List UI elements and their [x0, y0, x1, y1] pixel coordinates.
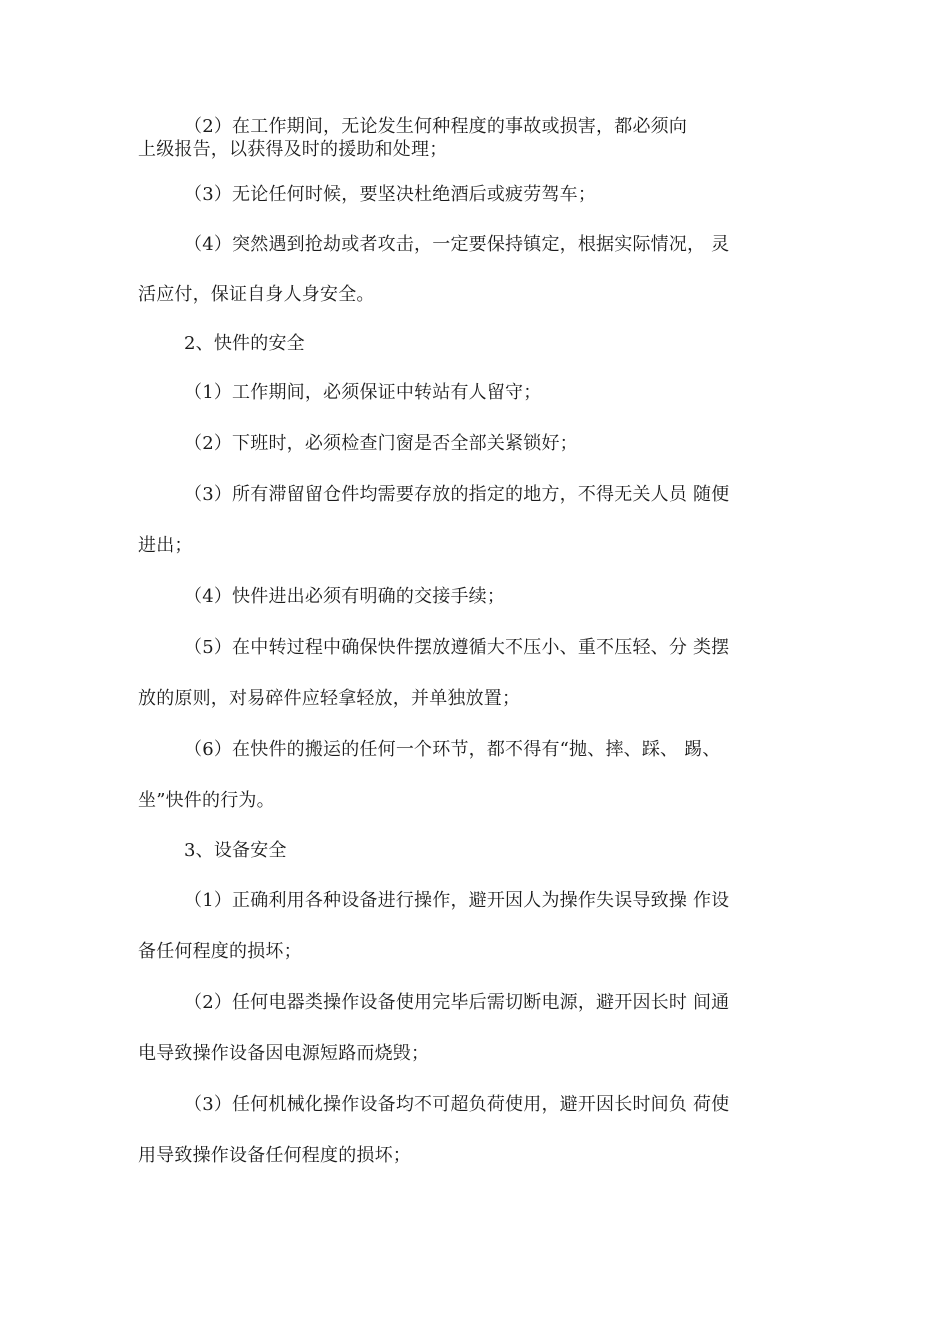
text-line-7: （1）工作期间，必须保证中转站有人留守； [184, 382, 542, 403]
text-line-2: 上级报告，以获得及时的援助和处理； [138, 139, 448, 160]
text-line-13: 放的原则，对易碎件应轻拿轻放，并单独放置； [138, 688, 521, 709]
text-line-22: 用导致操作设备任何程度的损坏； [138, 1145, 411, 1166]
text-line-11: （4）快件进出必须有明确的交接手续； [184, 586, 506, 607]
text-line-1: （2）在工作期间，无论发生何种程度的事故或损害，都必须向 [184, 116, 688, 137]
text-line-20: 电导致操作设备因电源短路而烧毁； [138, 1043, 430, 1064]
section-heading-2: 2、快件的安全 [184, 333, 305, 354]
text-line-9: （3）所有滞留留仓件均需要存放的指定的地方，不得无关人员 随便 [184, 484, 730, 505]
text-line-19: （2）任何电器类操作设备使用完毕后需切断电源，避开因长时 间通 [184, 992, 730, 1013]
text-line-12: （5）在中转过程中确保快件摆放遵循大不压小、重不压轻、分 类摆 [184, 637, 730, 658]
text-line-5: 活应付，保证自身人身安全。 [138, 284, 375, 305]
text-line-4: （4）突然遇到抢劫或者攻击，一定要保持镇定，根据实际情况， 灵 [184, 234, 730, 255]
text-line-15: 坐”快件的行为。 [138, 790, 275, 811]
text-line-3: （3）无论任何时候，要坚决杜绝酒后或疲劳驾车； [184, 184, 597, 205]
text-line-18: 备任何程度的损坏； [138, 941, 302, 962]
text-line-8: （2）下班时，必须检查门窗是否全部关紧锁好； [184, 433, 578, 454]
text-line-10: 进出； [138, 535, 193, 556]
text-line-21: （3）任何机械化操作设备均不可超负荷使用，避开因长时间负 荷使 [184, 1094, 730, 1115]
text-line-17: （1）正确利用各种设备进行操作，避开因人为操作失误导致操 作设 [184, 890, 730, 911]
text-line-14: （6）在快件的搬运的任何一个环节，都不得有“抛、摔、踩、 踢、 [184, 739, 721, 760]
section-heading-3: 3、设备安全 [184, 840, 287, 861]
